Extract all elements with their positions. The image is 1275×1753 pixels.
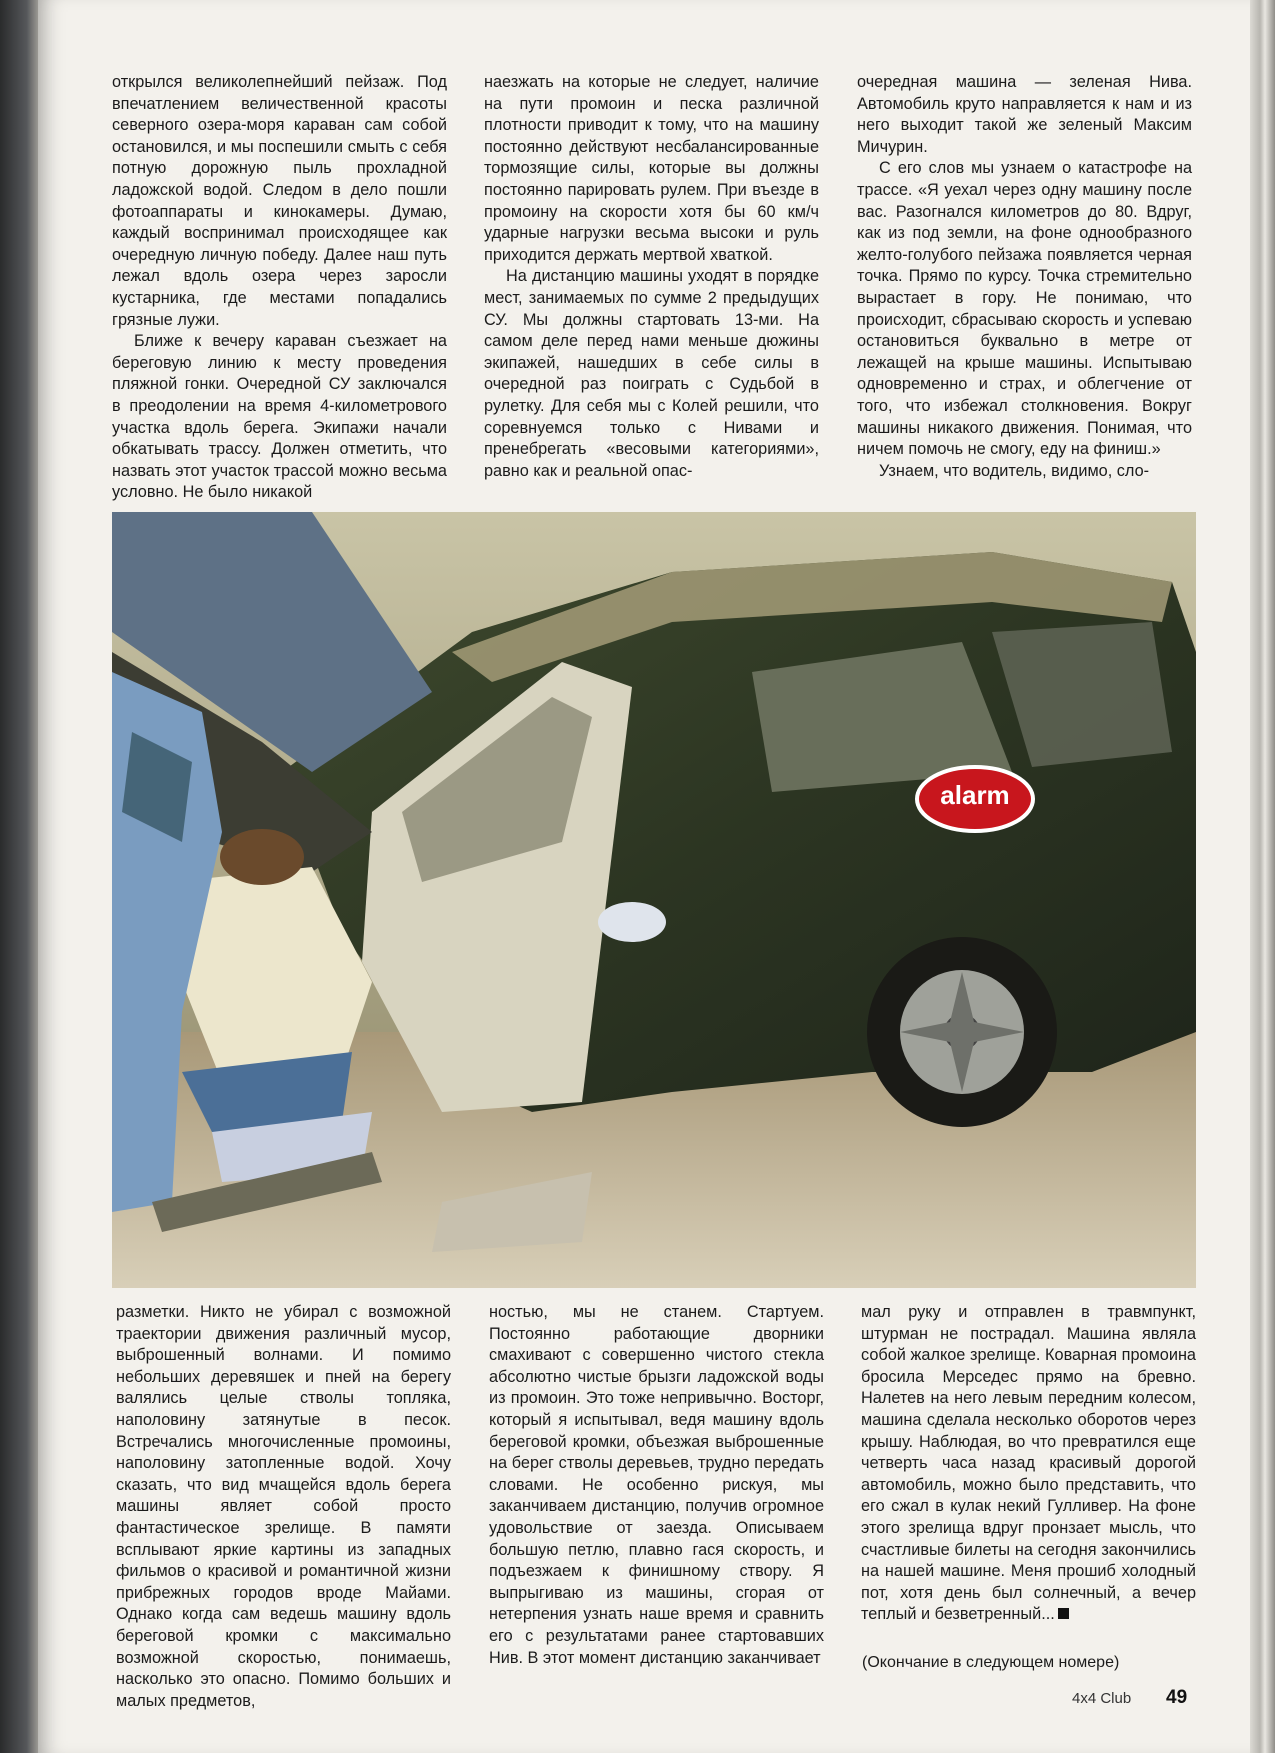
paragraph: Узнаем, что водитель, видимо, сло- xyxy=(879,461,1150,480)
magazine-name: 4x4 Club xyxy=(1072,1690,1132,1707)
paragraph: наезжать на которые не следует, наличие на пути промоин и песка различной плотности приводит к тому, что на машину постоянно действуют несбалансированные тормозящие силы, которые вы должны постоянно парировать рулем. При въезде в промоину на скорости хотя бы 60 км/ч ударные нагрузки весьма высоки и руль приходится держать мертвой хваткой. xyxy=(484,73,819,264)
end-of-article-mark xyxy=(1058,1608,1069,1619)
paragraph: С его слов мы узнаем о катастрофе на трассе. «Я уехал через одну машину после вас. Разогнался километров до 80. Вдруг, как из под земли, на фоне однообразного желто-голубого пейзажа появляется черная точка. Прямо по курсу. Точка стремительно вырастает в гору. Не понимаю, что происходит, сбрасываю скорость и успеваю остановиться буквально в метре от лежащей на крыше машины. Испытываю одновременно и страх, и облегчение от того, что избежал столкновения. Вокруг машины никакого движения. Понимая, что ничем помочь не смогу, еду на финиш.» xyxy=(857,159,1192,459)
wrecked-car-illustration xyxy=(112,512,1196,1288)
paragraph: ностью, мы не станем. Стартуем. Постоянно работающие дворники смахивают с совершенно чистого стекла абсолютно чистые брызги ладожской воды из промоин. Это тоже непривычно. Восторг, который я испытывал, ведя машину вдоль береговой кромки, объезжая выброшенные на берег стволы деревьев, трудно передать словами. Не особенно рискуя, мы заканчиваем дистанцию, получив огромное удовольствие от заезда. Описываем большую петлю, плавно гася скорость, и подъезжаем к финишному створу. Я выпрыгиваю из машины, сгорая от нетерпения узнать наше время и сравнить его с результатами ранее стартовавших Нив. В этот момент дистанцию заканчивает xyxy=(489,1303,824,1667)
paragraph: На дистанцию машины уходят в порядке мест, занимаемых по сумме 2 предыдущих СУ. Мы должны стартовать 13-ми. На самом деле перед нами меньше дюжины экипажей, нашедших в себе силы в очередной раз поиграть с Судьбой в рулетку. Для себя мы с Колей решили, что соревнуемся только с Нивами и пренебрегать «весовыми категориями», равно как и реальной опас- xyxy=(484,267,819,480)
article-column-1 xyxy=(112,72,447,504)
article-column-3 xyxy=(857,72,1192,482)
paragraph: открылся великолепнейший пейзаж. Под впечатлением величественной красоты северного озера-моря караван сам собой остановился, и мы поспешили смыть с себя потную дорожную пыль прохладной ладожской водой. Следом в дело пошли фотоаппараты и кинокамеры. Думаю, каждый воспринимал происходящее как очередную личную победу. Далее наш путь лежал вдоль озера через заросли кустарника, где местами попадались грязные лужи. xyxy=(112,73,447,329)
paragraph: разметки. Никто не убирал с возможной траектории движения различный мусор, выброшенный волнами. И помимо небольших деревяшек и пней на берегу валялись целые стволы топляка, наполовину затянутые в песок. Встречались многочисленные промоины, наполовину затопленные водой. Хочу сказать, что вид мчащейся вдоль берега машины являет собой просто фантастическое зрелище. В памяти всплывают яркие картины из западных фильмов о красивой и романтичной жизни прибрежных городов вроде Майами. Однако когда сам ведешь машину вдоль береговой кромки с максимально возможной скоростью, понимаешь, насколько это опасно. Помимо больших и малых предметов, xyxy=(116,1303,451,1710)
continuation-note: (Окончание в следующем номере) xyxy=(862,1654,1120,1671)
article-column-2 xyxy=(484,72,819,482)
wrecked-car-photo xyxy=(112,512,1196,1288)
article-column-6 xyxy=(861,1302,1196,1626)
article-column-5 xyxy=(489,1302,824,1669)
article-column-4 xyxy=(116,1302,451,1712)
page-number: 49 xyxy=(1166,1687,1188,1708)
paragraph xyxy=(861,1302,1196,1626)
page-edge xyxy=(1250,0,1275,1753)
paragraph-text: мал руку и отправлен в травмпункт, штурман не пострадал. Машина являла собой жалкое зрелище. Коварная промоина бросила Мерседес прямо на бревно. Налетев на него левым передним колесом, машина сделала несколько оборотов через крышу. Наблюдая, во что превратился еще четверть часа назад красивый дорогой автомобиль, можно было представить, что его сжал в кулак некий Гулливер. На фоне этого зрелища вдруг пронзает мысль, что счастливые билеты на сегодня закончились на нашей машине. Меня прошиб холодный пот, хотя день был солнечный, а вечер теплый и безветренный... xyxy=(861,1303,1196,1624)
paragraph: Ближе к вечеру караван съезжает на береговую линию к месту проведения пляжной гонки. Очередной СУ заключался в преодолении на время 4-километрового участка вдоль берега. Экипажи начали обкатывать трассу. Должен отметить, что назвать этот участок трассой можно весьма условно. Не было никакой xyxy=(112,332,447,502)
page-gutter-shadow xyxy=(0,0,38,1753)
sticker-logo: alarm xyxy=(940,780,1010,810)
paragraph: очередная машина — зеленая Нива. Автомобиль круто направляется к нам и из него выходит такой же зеленый Максим Мичурин. xyxy=(857,73,1192,156)
